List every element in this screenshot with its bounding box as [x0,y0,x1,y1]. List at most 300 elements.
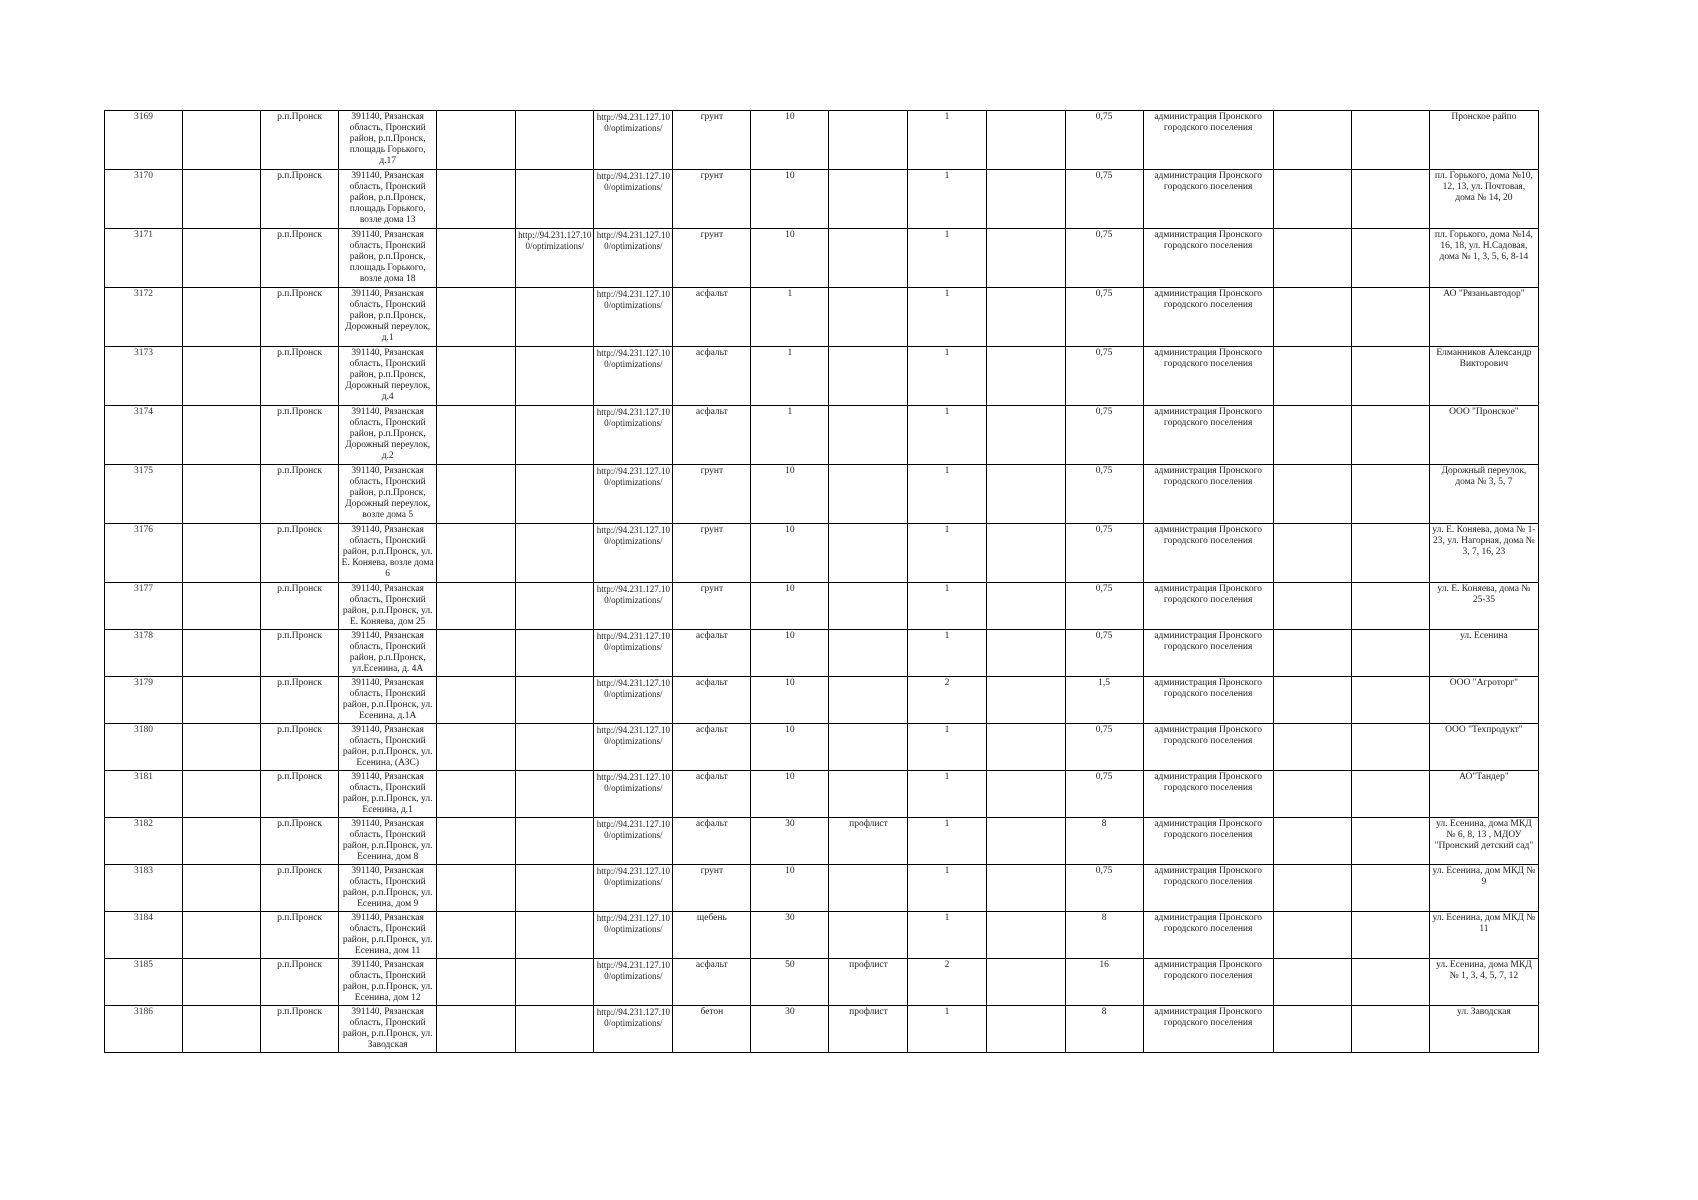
cell-address: 391140, Рязанская область, Пронский район, р.п.Пронск, ул. Есенина, (АЗС) [339,724,437,771]
cell-empty-col15 [1273,229,1351,288]
cell-address: 391140, Рязанская область, Пронский район, р.п.Пронск, Дорожный переулок, д.1 [339,288,437,347]
cell-empty-col12 [986,583,1065,630]
cell-map-link: http://94.231.127.10 0/optimizations/ [594,347,673,406]
cell-empty-col12 [986,347,1065,406]
cell-empty-col16 [1351,1006,1429,1053]
cell-area: 1 [751,288,829,347]
cell-address: 391140, Рязанская область, Пронский район, р.п.Пронск, ул. Е. Коняева, дом 25 [339,583,437,630]
cell-area: 10 [751,865,829,912]
cell-waste-source: пл. Горького, дома №10, 12, 13, ул. Почтовая, дома № 14, 20 [1429,170,1538,229]
table-row [105,111,1539,170]
cell-container-count: 1 [908,818,986,865]
cell-area: 10 [751,170,829,229]
cell-empty-col5 [437,959,516,1006]
cell-empty-col2 [183,111,261,170]
cell-empty-col12 [986,524,1065,583]
cell-area: 50 [751,959,829,1006]
cell-record-number: 3179 [105,677,183,724]
cell-empty-col16 [1351,630,1429,677]
cell-surface-type: грунт [673,524,751,583]
cell-empty-col12 [986,818,1065,865]
cell-fence-material [829,347,908,406]
cell-map-link: http://94.231.127.10 0/optimizations/ [594,818,673,865]
cell-empty-col15 [1273,771,1351,818]
cell-owner: администрация Пронского городского поселения [1143,465,1273,524]
cell-empty-col16 [1351,347,1429,406]
cell-fence-material: профлист [829,959,908,1006]
cell-fence-material [829,170,908,229]
cell-container-count: 1 [908,630,986,677]
cell-empty-col2 [183,347,261,406]
cell-empty-col15 [1273,170,1351,229]
table-row [105,406,1539,465]
cell-extra-link [516,1006,594,1053]
cell-container-volume: 8 [1065,912,1143,959]
cell-surface-type: асфальт [673,771,751,818]
cell-map-link: http://94.231.127.10 0/optimizations/ [594,677,673,724]
cell-empty-col5 [437,771,516,818]
cell-extra-link [516,771,594,818]
cell-address: 391140, Рязанская область, Пронский район, р.п.Пронск, Дорожный переулок, д.2 [339,406,437,465]
cell-address: 391140, Рязанская область, Пронский район, р.п.Пронск, площадь Горького, д.17 [339,111,437,170]
cell-address: 391140, Рязанская область, Пронский район, р.п.Пронск, ул. Есенина, д.1 [339,771,437,818]
cell-extra-link [516,406,594,465]
cell-empty-col2 [183,170,261,229]
table-body [105,111,1539,1053]
cell-surface-type: грунт [673,865,751,912]
cell-empty-col2 [183,818,261,865]
cell-empty-col12 [986,288,1065,347]
cell-empty-col2 [183,912,261,959]
cell-empty-col16 [1351,818,1429,865]
cell-empty-col5 [437,583,516,630]
cell-empty-col5 [437,865,516,912]
table-row [105,170,1539,229]
cell-empty-col16 [1351,677,1429,724]
cell-address: 391140, Рязанская область, Пронский район, р.п.Пронск, площадь Горького, возле дома 18 [339,229,437,288]
cell-empty-col5 [437,170,516,229]
cell-waste-source: пл. Горького, дома №14, 16, 18, ул. Н.Садовая, дома № 1, 3, 5, 6, 8-14 [1429,229,1538,288]
cell-settlement: р.п.Пронск [261,524,339,583]
cell-map-link: http://94.231.127.10 0/optimizations/ [594,771,673,818]
cell-extra-link [516,111,594,170]
cell-empty-col16 [1351,111,1429,170]
cell-owner: администрация Пронского городского поселения [1143,677,1273,724]
cell-empty-col15 [1273,724,1351,771]
cell-settlement: р.п.Пронск [261,818,339,865]
cell-record-number: 3169 [105,111,183,170]
cell-map-link: http://94.231.127.10 0/optimizations/ [594,724,673,771]
cell-container-count: 1 [908,583,986,630]
cell-container-volume: 16 [1065,959,1143,1006]
cell-map-link: http://94.231.127.10 0/optimizations/ [594,583,673,630]
cell-record-number: 3174 [105,406,183,465]
cell-empty-col16 [1351,170,1429,229]
cell-owner: администрация Пронского городского поселения [1143,865,1273,912]
cell-extra-link [516,288,594,347]
cell-extra-link [516,865,594,912]
cell-waste-source: ул. Есенина, дом МКД № 9 [1429,865,1538,912]
cell-surface-type: грунт [673,583,751,630]
cell-map-link: http://94.231.127.10 0/optimizations/ [594,229,673,288]
cell-extra-link [516,465,594,524]
cell-settlement: р.п.Пронск [261,1006,339,1053]
cell-address: 391140, Рязанская область, Пронский район, р.п.Пронск, площадь Горького, возле дома 13 [339,170,437,229]
cell-owner: администрация Пронского городского поселения [1143,818,1273,865]
cell-owner: администрация Пронского городского поселения [1143,170,1273,229]
cell-record-number: 3176 [105,524,183,583]
cell-record-number: 3185 [105,959,183,1006]
cell-owner: администрация Пронского городского поселения [1143,959,1273,1006]
cell-container-volume: 0,75 [1065,630,1143,677]
cell-extra-link [516,818,594,865]
cell-address: 391140, Рязанская область, Пронский район, р.п.Пронск, ул. Е. Коняева, возле дома 6 [339,524,437,583]
cell-empty-col16 [1351,406,1429,465]
cell-area: 1 [751,406,829,465]
container-site-registry-table [104,110,1539,1053]
cell-record-number: 3183 [105,865,183,912]
cell-container-count: 2 [908,677,986,724]
cell-settlement: р.п.Пронск [261,630,339,677]
cell-waste-source: ул. Есенина, дома МКД № 6, 8, 13 , МДОУ "Пронский детский сад" [1429,818,1538,865]
cell-address: 391140, Рязанская область, Пронский район, р.п.Пронск, Дорожный переулок, д.4 [339,347,437,406]
cell-empty-col12 [986,630,1065,677]
cell-surface-type: грунт [673,170,751,229]
cell-empty-col16 [1351,865,1429,912]
cell-fence-material [829,111,908,170]
cell-fence-material [829,912,908,959]
cell-surface-type: щебень [673,912,751,959]
cell-fence-material [829,771,908,818]
cell-container-count: 1 [908,288,986,347]
table-row [105,630,1539,677]
cell-empty-col2 [183,724,261,771]
cell-empty-col2 [183,865,261,912]
cell-container-count: 1 [908,524,986,583]
cell-map-link: http://94.231.127.10 0/optimizations/ [594,406,673,465]
cell-fence-material [829,677,908,724]
cell-empty-col15 [1273,818,1351,865]
cell-empty-col5 [437,630,516,677]
cell-map-link: http://94.231.127.10 0/optimizations/ [594,959,673,1006]
cell-empty-col16 [1351,524,1429,583]
cell-extra-link [516,959,594,1006]
cell-surface-type: асфальт [673,347,751,406]
cell-fence-material [829,865,908,912]
cell-empty-col2 [183,524,261,583]
cell-empty-col5 [437,229,516,288]
cell-owner: администрация Пронского городского поселения [1143,771,1273,818]
cell-container-count: 1 [908,1006,986,1053]
cell-empty-col5 [437,465,516,524]
cell-area: 30 [751,818,829,865]
cell-empty-col15 [1273,347,1351,406]
cell-owner: администрация Пронского городского поселения [1143,724,1273,771]
cell-empty-col2 [183,959,261,1006]
cell-empty-col2 [183,1006,261,1053]
cell-record-number: 3184 [105,912,183,959]
cell-waste-source: Дорожный переулок, дома № 3, 5, 7 [1429,465,1538,524]
cell-settlement: р.п.Пронск [261,465,339,524]
cell-waste-source: Пронское райпо [1429,111,1538,170]
cell-empty-col12 [986,724,1065,771]
cell-empty-col15 [1273,465,1351,524]
cell-area: 10 [751,630,829,677]
cell-owner: администрация Пронского городского поселения [1143,1006,1273,1053]
cell-empty-col15 [1273,959,1351,1006]
cell-extra-link [516,170,594,229]
cell-surface-type: грунт [673,465,751,524]
cell-settlement: р.п.Пронск [261,583,339,630]
cell-owner: администрация Пронского городского поселения [1143,630,1273,677]
cell-owner: администрация Пронского городского поселения [1143,912,1273,959]
cell-empty-col5 [437,347,516,406]
cell-settlement: р.п.Пронск [261,865,339,912]
cell-owner: администрация Пронского городского поселения [1143,111,1273,170]
cell-area: 10 [751,111,829,170]
cell-container-volume: 8 [1065,818,1143,865]
cell-empty-col12 [986,959,1065,1006]
cell-fence-material [829,288,908,347]
cell-waste-source: ООО "Агроторг" [1429,677,1538,724]
cell-record-number: 3175 [105,465,183,524]
cell-empty-col16 [1351,724,1429,771]
cell-container-count: 1 [908,912,986,959]
cell-empty-col5 [437,288,516,347]
cell-area: 30 [751,1006,829,1053]
cell-fence-material [829,583,908,630]
cell-extra-link [516,347,594,406]
cell-record-number: 3180 [105,724,183,771]
cell-map-link: http://94.231.127.10 0/optimizations/ [594,865,673,912]
cell-container-volume: 0,75 [1065,524,1143,583]
cell-empty-col2 [183,630,261,677]
cell-fence-material [829,406,908,465]
cell-container-volume: 0,75 [1065,347,1143,406]
cell-map-link: http://94.231.127.10 0/optimizations/ [594,288,673,347]
table-row [105,865,1539,912]
cell-area: 10 [751,465,829,524]
cell-address: 391140, Рязанская область, Пронский район, р.п.Пронск, ул. Заводская [339,1006,437,1053]
cell-container-volume: 0,75 [1065,111,1143,170]
cell-map-link: http://94.231.127.10 0/optimizations/ [594,912,673,959]
cell-fence-material [829,524,908,583]
cell-empty-col12 [986,677,1065,724]
cell-fence-material [829,630,908,677]
cell-area: 10 [751,583,829,630]
cell-surface-type: грунт [673,229,751,288]
cell-container-count: 1 [908,865,986,912]
cell-surface-type: асфальт [673,630,751,677]
cell-container-count: 1 [908,229,986,288]
cell-empty-col15 [1273,677,1351,724]
cell-surface-type: асфальт [673,818,751,865]
cell-waste-source: ул. Есенина, дом МКД № 11 [1429,912,1538,959]
cell-container-volume: 0,75 [1065,288,1143,347]
cell-waste-source: ул. Е. Коняева, дома № 25-35 [1429,583,1538,630]
cell-owner: администрация Пронского городского поселения [1143,524,1273,583]
cell-empty-col2 [183,465,261,524]
cell-waste-source: ООО "Пронское" [1429,406,1538,465]
cell-empty-col15 [1273,912,1351,959]
cell-record-number: 3173 [105,347,183,406]
cell-settlement: р.п.Пронск [261,111,339,170]
cell-empty-col16 [1351,229,1429,288]
cell-empty-col5 [437,818,516,865]
cell-empty-col2 [183,288,261,347]
cell-extra-link [516,677,594,724]
cell-empty-col5 [437,406,516,465]
cell-waste-source: АО "Рязаньавтодор" [1429,288,1538,347]
cell-waste-source: ООО "Техпродукт" [1429,724,1538,771]
cell-empty-col16 [1351,288,1429,347]
cell-fence-material: профлист [829,1006,908,1053]
cell-settlement: р.п.Пронск [261,288,339,347]
cell-container-volume: 0,75 [1065,406,1143,465]
cell-record-number: 3172 [105,288,183,347]
cell-empty-col2 [183,771,261,818]
cell-container-count: 1 [908,406,986,465]
cell-settlement: р.п.Пронск [261,724,339,771]
table-row [105,677,1539,724]
cell-address: 391140, Рязанская область, Пронский район, р.п.Пронск, ул. Есенина, дом 12 [339,959,437,1006]
cell-container-count: 2 [908,959,986,1006]
cell-empty-col5 [437,912,516,959]
cell-settlement: р.п.Пронск [261,959,339,1006]
table-row [105,724,1539,771]
cell-container-volume: 0,75 [1065,170,1143,229]
table-row [105,229,1539,288]
table-row [105,524,1539,583]
cell-fence-material [829,724,908,771]
cell-address: 391140, Рязанская область, Пронский район, р.п.Пронск, ул. Есенина, дом 11 [339,912,437,959]
cell-empty-col12 [986,771,1065,818]
cell-empty-col12 [986,865,1065,912]
cell-empty-col5 [437,677,516,724]
cell-container-volume: 0,75 [1065,465,1143,524]
cell-record-number: 3171 [105,229,183,288]
cell-container-volume: 0,75 [1065,229,1143,288]
cell-empty-col12 [986,170,1065,229]
cell-empty-col16 [1351,959,1429,1006]
cell-extra-link [516,912,594,959]
cell-container-volume: 0,75 [1065,865,1143,912]
cell-record-number: 3182 [105,818,183,865]
cell-container-volume: 0,75 [1065,724,1143,771]
cell-map-link: http://94.231.127.10 0/optimizations/ [594,111,673,170]
cell-owner: администрация Пронского городского поселения [1143,406,1273,465]
cell-settlement: р.п.Пронск [261,912,339,959]
table-row [105,347,1539,406]
cell-address: 391140, Рязанская область, Пронский район, р.п.Пронск, ул. Есенина, дом 9 [339,865,437,912]
cell-container-volume: 8 [1065,1006,1143,1053]
cell-empty-col2 [183,406,261,465]
cell-container-count: 1 [908,111,986,170]
cell-container-count: 1 [908,347,986,406]
cell-empty-col15 [1273,288,1351,347]
cell-map-link: http://94.231.127.10 0/optimizations/ [594,465,673,524]
cell-empty-col12 [986,465,1065,524]
cell-surface-type: бетон [673,1006,751,1053]
cell-surface-type: асфальт [673,959,751,1006]
cell-empty-col5 [437,524,516,583]
cell-settlement: р.п.Пронск [261,677,339,724]
cell-area: 30 [751,912,829,959]
cell-owner: администрация Пронского городского поселения [1143,229,1273,288]
cell-empty-col15 [1273,583,1351,630]
cell-container-count: 1 [908,771,986,818]
cell-fence-material [829,465,908,524]
cell-area: 10 [751,524,829,583]
cell-extra-link: http://94.231.127.10 0/optimizations/ [516,229,594,288]
cell-owner: администрация Пронского городского поселения [1143,347,1273,406]
cell-container-count: 1 [908,465,986,524]
cell-empty-col12 [986,406,1065,465]
cell-waste-source: ул. Есенина, дома МКД № 1, 3, 4, 5, 7, 12 [1429,959,1538,1006]
cell-map-link: http://94.231.127.10 0/optimizations/ [594,1006,673,1053]
cell-extra-link [516,630,594,677]
cell-waste-source: Елманников Александр Викторович [1429,347,1538,406]
table-row [105,771,1539,818]
cell-record-number: 3186 [105,1006,183,1053]
cell-owner: администрация Пронского городского поселения [1143,288,1273,347]
cell-address: 391140, Рязанская область, Пронский район, р.п.Пронск, ул.Есенина, д. 4А [339,630,437,677]
cell-empty-col12 [986,111,1065,170]
cell-surface-type: асфальт [673,406,751,465]
cell-empty-col15 [1273,524,1351,583]
cell-area: 1 [751,347,829,406]
cell-empty-col2 [183,583,261,630]
cell-waste-source: ул. Есенина [1429,630,1538,677]
cell-empty-col12 [986,912,1065,959]
table-row [105,288,1539,347]
cell-map-link: http://94.231.127.10 0/optimizations/ [594,524,673,583]
cell-container-volume: 1,5 [1065,677,1143,724]
cell-empty-col16 [1351,912,1429,959]
table-row [105,583,1539,630]
table-row [105,1006,1539,1053]
cell-empty-col5 [437,1006,516,1053]
cell-record-number: 3177 [105,583,183,630]
cell-empty-col2 [183,229,261,288]
cell-owner: администрация Пронского городского поселения [1143,583,1273,630]
cell-container-count: 1 [908,170,986,229]
cell-empty-col15 [1273,406,1351,465]
cell-empty-col16 [1351,465,1429,524]
cell-settlement: р.п.Пронск [261,170,339,229]
cell-empty-col16 [1351,771,1429,818]
cell-waste-source: АО"Тандер" [1429,771,1538,818]
cell-record-number: 3181 [105,771,183,818]
cell-fence-material: профлист [829,818,908,865]
cell-surface-type: грунт [673,111,751,170]
cell-empty-col16 [1351,583,1429,630]
cell-container-volume: 0,75 [1065,583,1143,630]
cell-empty-col5 [437,724,516,771]
cell-settlement: р.п.Пронск [261,229,339,288]
cell-address: 391140, Рязанская область, Пронский район, р.п.Пронск, ул. Есенина, д.1А [339,677,437,724]
cell-address: 391140, Рязанская область, Пронский район, р.п.Пронск, ул. Есенина, дом 8 [339,818,437,865]
cell-waste-source: ул. Е. Коняева, дома № 1-23, ул. Нагорная, дома № 3, 7, 16, 23 [1429,524,1538,583]
cell-container-count: 1 [908,724,986,771]
cell-record-number: 3170 [105,170,183,229]
cell-surface-type: асфальт [673,288,751,347]
cell-settlement: р.п.Пронск [261,771,339,818]
cell-extra-link [516,524,594,583]
cell-waste-source: ул. Заводская [1429,1006,1538,1053]
table-row [105,959,1539,1006]
cell-surface-type: асфальт [673,724,751,771]
